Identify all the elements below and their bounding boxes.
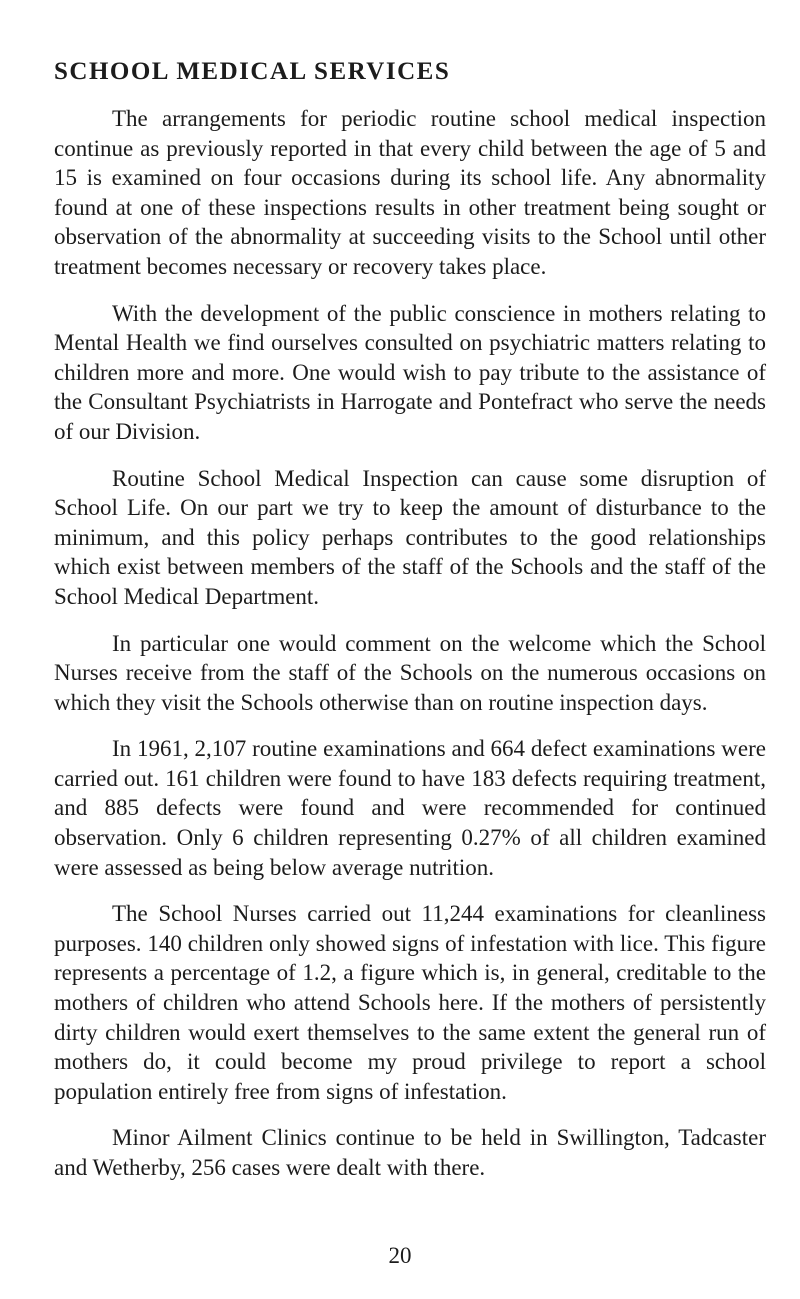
section-heading: SCHOOL MEDICAL SERVICES: [54, 58, 451, 85]
paragraph-minor-ailment-clinics: Minor Ailment Clinics continue to be held in Swillington, Tadcaster and Wetherby, 256 cases were dealt with there.: [54, 1125, 766, 1180]
paragraph-disruption: Routine School Medical Inspection can cause some disruption of School Life. On our part we try to keep the amount of disturbance to the minimum, and this policy perhaps contributes to the good relationships which exist between members of the staff of the Schools and the staff of the School Medical Department.: [54, 465, 766, 609]
paragraph-mental-health: With the development of the public conscience in mothers relating to Mental Health we find ourselves consulted on psychiatric matters relating to children more and more. One would wish to pay tribute to the assistance of the Consultant Psychiatrists in Harrogate and Pontefract who serve the needs of our Division.: [54, 300, 766, 444]
page-number: 20: [388, 1243, 412, 1268]
paragraph-cleanliness: The School Nurses carried out 11,244 examinations for cleanliness purposes. 140 children only showed signs of infestation with lice. This figure represents a percentage of 1.2, a figure which is, in general, creditable to the mothers of children who attend Schools here. If the mothers of persistently dirty children would exert themselves to the same extent the general run of mothers do, it could become my proud privilege to report a school population entirely free from signs of infestation.: [54, 901, 766, 1104]
paragraph-school-nurses-welcome: In particular one would comment on the welcome which the School Nurses receive from the staff of the Schools on the numerous occasions on which they visit the Schools otherwise than on routine inspection days.: [54, 630, 766, 715]
paragraph-routine-inspection: The arrangements for periodic routine school medical inspection continue as previously reported in that every child between the age of 5 and 15 is examined on four occasions during its school life. Any abnormality found at one of these inspections results in other treatment being sought or observation of the abnormality at succeeding visits to the School until other treatment becomes necessary or recovery takes place.: [54, 106, 766, 279]
paragraph-examinations-1961: In 1961, 2,107 routine examinations and 664 defect examinations were carried out. 161 children were found to have 183 defects requiring treatment, and 885 defects were found and were recommended for continued observation. Only 6 children representing 0.27% of all children examined were assessed as being below average nutrition.: [54, 736, 766, 880]
document-page: [54, 58, 766, 1200]
